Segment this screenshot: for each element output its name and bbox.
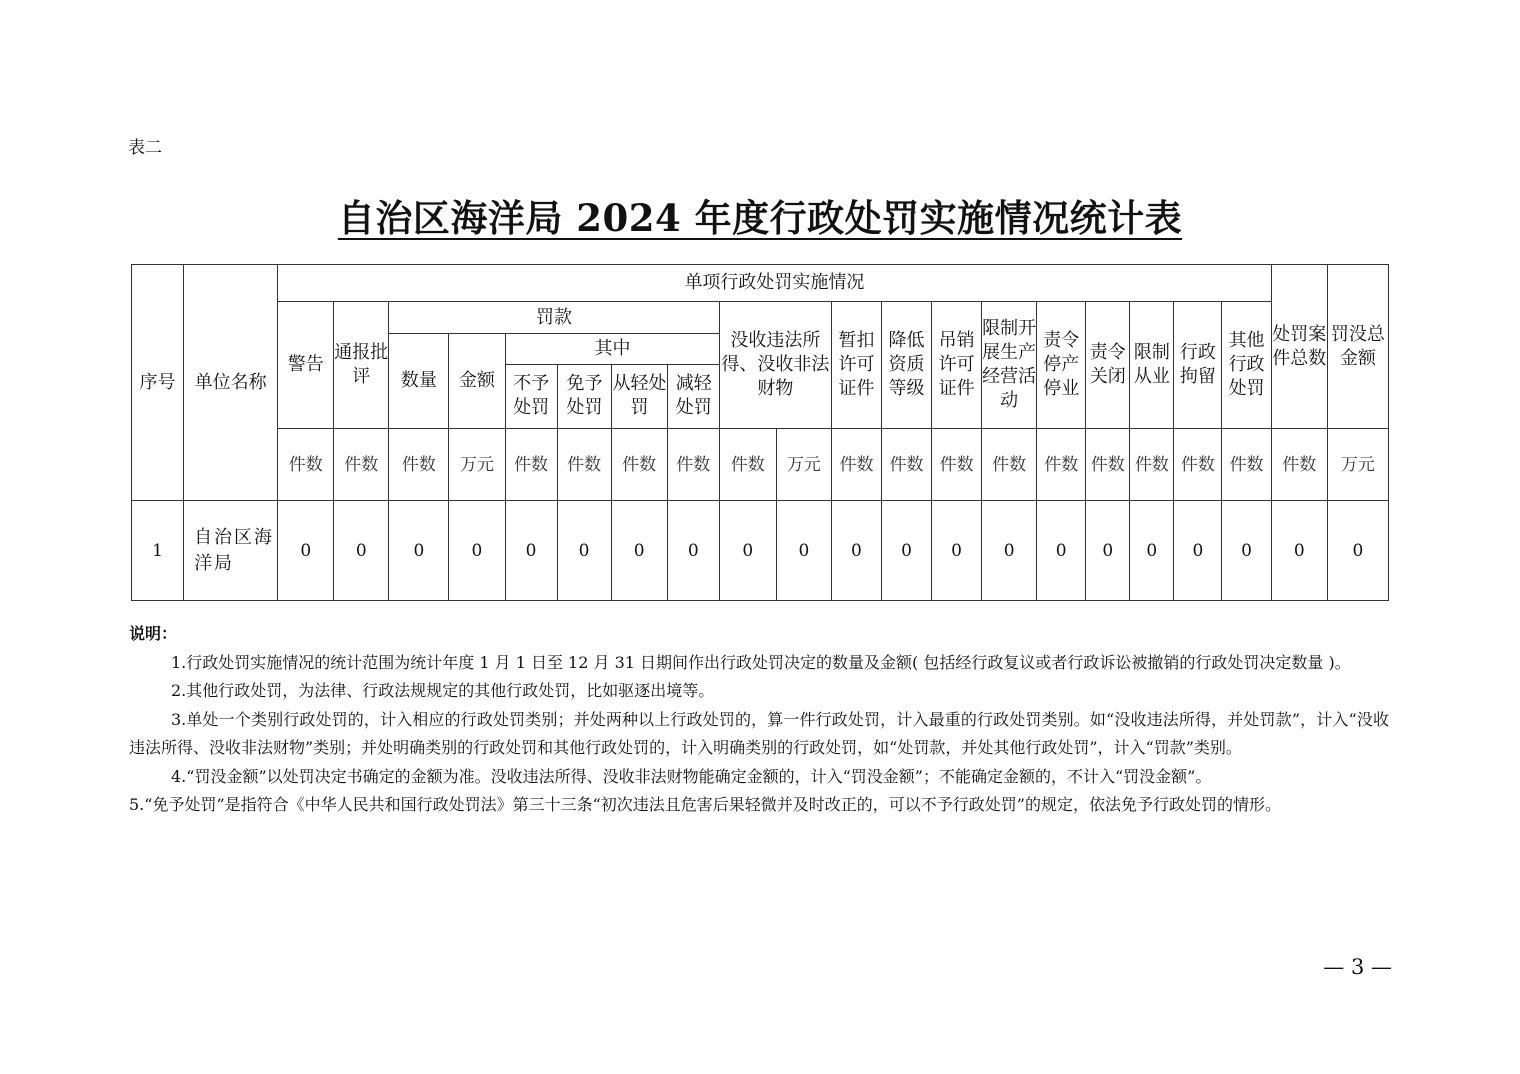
stats-table (131, 264, 1389, 601)
unit-cell: 件数 (1130, 429, 1174, 501)
value-cell: 0 (667, 501, 719, 601)
value-cell: 0 (1271, 501, 1327, 601)
value-cell: 0 (831, 501, 881, 601)
value-cell: 0 (449, 501, 505, 601)
header-single-items: 单项行政处罚实施情况 (278, 265, 1272, 302)
header-warning: 警告 (278, 302, 334, 429)
value-cell: 0 (278, 501, 334, 601)
unit-cell: 件数 (1086, 429, 1130, 501)
header-reduced: 减轻处罚 (675, 373, 712, 419)
header-exempt: 免予处罚 (558, 364, 612, 428)
header-total-cases: 处罚案件总数 (1271, 265, 1327, 429)
header-restrict-business: 限制开展生产经营活动 (982, 302, 1037, 429)
header-fine: 罚款 (389, 302, 719, 334)
value-cell: 0 (932, 501, 982, 601)
unit-cell: 件数 (719, 429, 776, 501)
unit-cell: 件数 (389, 429, 449, 501)
note-2: 2.其他行政处罚，为法律、行政法规规定的其他行政处罚，比如驱逐出境等。 (171, 681, 715, 700)
header-revoke-license: 吊销许可证件 (932, 302, 982, 429)
note-5: 5.“免予处罚”是指符合《中华人民共和国行政处罚法》第三十三条“初次违法且危害后果轻微并及时改正的，可以不予行政处罚”的规定，依法免予行政处罚的情形。 (129, 795, 1281, 814)
unit-cell: 万元 (449, 429, 505, 501)
value-cell: 0 (611, 501, 667, 601)
value-cell: 0 (1086, 501, 1130, 601)
header-other: 其他行政处罚 (1222, 302, 1271, 429)
row-unit-name: 自治区海洋局 (184, 501, 278, 601)
note-1: 1.行政处罚实施情况的统计范围为统计年度 1 月 1 日至 12 月 31 日期间作出行政处罚决定的数量及金额( 包括经行政复议或者行政诉讼被撤销的行政处罚决定数量 )。 (171, 652, 1351, 672)
header-detention: 行政拘留 (1174, 302, 1222, 429)
header-restrict-employment: 限制从业 (1130, 302, 1174, 429)
header-total-amount: 罚没总金额 (1327, 265, 1388, 429)
value-cell: 0 (505, 501, 557, 601)
unit-cell: 件数 (831, 429, 881, 501)
header-lighter: 从轻处罚 (612, 364, 668, 428)
header-of-which: 其中 (506, 334, 720, 364)
header-order-suspend: 责令停产停业 (1037, 302, 1086, 429)
unit-cell: 件数 (1222, 429, 1271, 501)
header-criticism: 通报批评 (334, 302, 389, 429)
header-seq: 序号 (132, 265, 184, 501)
page-title (0, 188, 1520, 242)
value-cell: 0 (982, 501, 1037, 601)
unit-cell: 万元 (776, 429, 831, 501)
header-fine-amount: 金额 (449, 334, 505, 429)
title-text: 自治区海洋局 2024 年度行政处罚实施情况统计表 (337, 196, 1183, 240)
unit-cell: 件数 (278, 429, 334, 501)
header-order-close: 责令关闭 (1086, 302, 1130, 429)
value-cell: 0 (557, 501, 611, 601)
header-suspend-license: 暂扣许可证件 (831, 302, 881, 429)
header-unit-name: 单位名称 (184, 265, 278, 501)
unit-cell: 件数 (982, 429, 1037, 501)
table-row (132, 501, 1389, 601)
table-label: 表二 (128, 138, 162, 158)
header-downgrade: 降低资质等级 (881, 302, 931, 429)
note-3: 3.单处一个类别行政处罚的，计入相应的行政处罚类别；并处两种以上行政处罚的，算一件行政处罚，计入最重的行政处罚类别。如“没收违法所得，并处罚款”，计入“没收违法所得、没收非法财物”类别；并处明确类别的行政处罚和其他行政处罚的，计入明确类别的行政处罚，如“处罚款，并处其他行政处罚”，计入“罚款”类别。 (129, 709, 1389, 757)
value-cell: 0 (334, 501, 389, 601)
unit-cell: 件数 (1271, 429, 1327, 501)
note-4: 4.“罚没金额”以处罚决定书确定的金额为准。没收违法所得、没收非法财物能确定金额的，计入“罚没金额”；不能确定金额的，不计入“罚没金额”。 (171, 766, 1212, 786)
value-cell: 0 (1327, 501, 1388, 601)
value-cell: 0 (1174, 501, 1222, 601)
value-cell: 0 (881, 501, 931, 601)
unit-cell: 件数 (1037, 429, 1086, 501)
unit-cell: 件数 (611, 429, 667, 501)
row-seq: 1 (132, 501, 184, 601)
value-cell: 0 (776, 501, 831, 601)
value-cell: 0 (1130, 501, 1174, 601)
header-confiscation: 没收违法所得、没收非法财物 (719, 302, 831, 429)
value-cell: 0 (719, 501, 776, 601)
unit-cell: 件数 (932, 429, 982, 501)
value-cell: 0 (389, 501, 449, 601)
unit-cell: 万元 (1327, 429, 1388, 501)
value-cell: 0 (1037, 501, 1086, 601)
header-of-which-cell (505, 334, 719, 429)
header-fine-count: 数量 (389, 334, 449, 429)
unit-cell: 件数 (667, 429, 719, 501)
unit-cell: 件数 (505, 429, 557, 501)
header-no-penalty: 不予处罚 (506, 364, 558, 428)
notes-section (129, 620, 1389, 820)
notes-heading: 说明： (129, 624, 178, 643)
page-number: — 3 — (1323, 955, 1392, 979)
unit-cell: 件数 (557, 429, 611, 501)
unit-cell: 件数 (1174, 429, 1222, 501)
unit-cell: 件数 (334, 429, 389, 501)
unit-cell: 件数 (881, 429, 931, 501)
value-cell: 0 (1222, 501, 1271, 601)
